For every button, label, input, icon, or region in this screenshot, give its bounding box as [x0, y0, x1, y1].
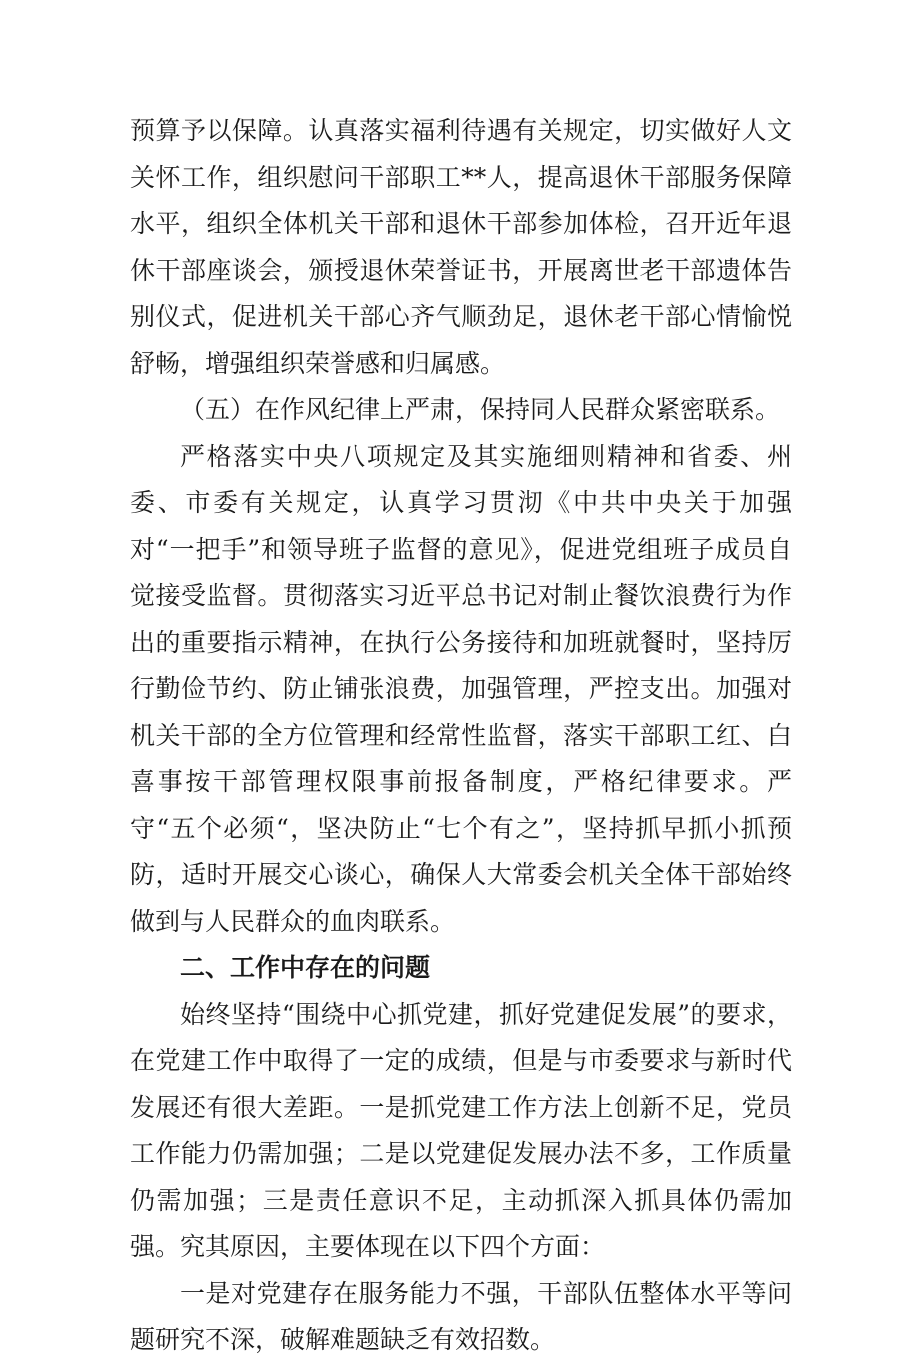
document-body [130, 108, 792, 1364]
paragraph-continuation: 预算予以保障。认真落实福利待遇有关规定，切实做好人文关怀工作，组织慰问干部职工**人，提高退休干部服务保障水平，组织全体机关干部和退休干部参加体检，召开近年退休干部座谈会，颁授退休荣誉证书，开展离世老干部遗体告别仪式，促进机关干部心齐气顺劲足，退休老干部心情愉悦舒畅，增强组织荣誉感和归属感。 [130, 116, 792, 378]
paragraph-discipline: 严格落实中央八项规定及其实施细则精神和省委、州委、市委有关规定，认真学习贯沏《中共中央关于加强对“一把手”和领导班子监督的意见》，促进党组班子成员自觉接受监督。贯彻落实习近平总书记对制止餐饮浪费行为作出的重要指示精神，在执行公务接待和加班就餐时，坚持厉行勤俭节约、防止铺张浪费，加强管理，严控支出。加强对机关干部的全方位管理和经常性监督，落实干部职工红、白喜事按干部管理权限事前报备制度，严格纪律要求。严守“五个必须“，坚决防止“七个有之”，坚持抓早抓小抓预防，适时开展交心谈心，确保人大常委会机关全体干部始终做到与人民群众的血肉联系。 [130, 441, 792, 936]
subheading-five: （五）在作风纪律上严肃，保持同人民群众紧密联系。 [180, 395, 781, 424]
section-heading-problems: 二、工作中存在的问题 [180, 953, 431, 982]
paragraph-problems-summary: 始终坚持“围绕中心抓党建，抓好党建促发展”的要求，在党建工作中取得了一定的成绩，但是与市委要求与新时代发展还有很大差距。一是抓党建工作方法上创新不足，党员工作能力仍需加强；二是以党建促发展办法不多，工作质量仍需加强；三是责任意识不足，主动抓深入抓具体仍需加强。究其原因，主要体现在以下四个方面： [130, 999, 792, 1261]
paragraph-problem-one: 一是对党建存在服务能力不强，干部队伍整体水平等问题研究不深，破解难题缺乏有效招数。 [130, 1278, 792, 1354]
